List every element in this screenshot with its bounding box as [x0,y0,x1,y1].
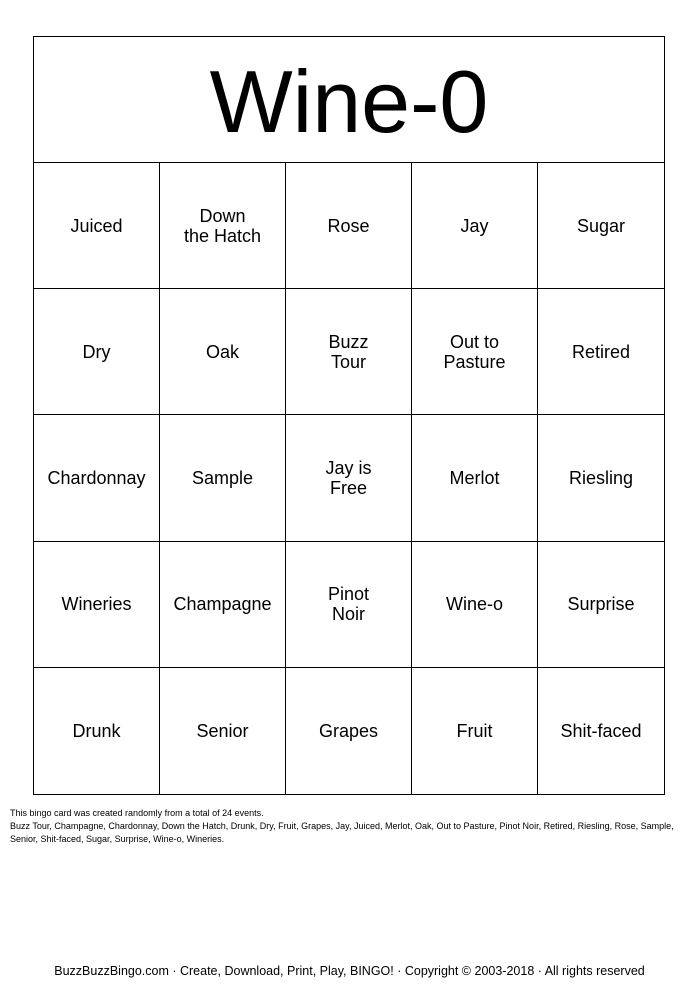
bingo-cell: Out to Pasture [412,289,538,415]
notes-event-list: Buzz Tour, Champagne, Chardonnay, Down the Hatch, Drunk, Dry, Fruit, Grapes, Jay, Juiced, Merlot, Oak, Out to Pasture, Pinot Noir, Retired, Riesling, Rose, Sample, Senior, Shit-faced, Sugar, Surprise, Wine-o, Wineries. [10,821,674,844]
bingo-cell: Fruit [412,668,538,794]
bingo-cell: Retired [538,289,664,415]
bingo-cell: Rose [286,163,412,289]
bingo-cell: Buzz Tour [286,289,412,415]
bingo-cell: Merlot [412,415,538,541]
bingo-cell: Oak [160,289,286,415]
bingo-cell: Riesling [538,415,664,541]
bingo-cell: Down the Hatch [160,163,286,289]
card-title: Wine-0 [209,51,489,151]
bingo-cell: Chardonnay [34,415,160,541]
bingo-cell: Grapes [286,668,412,794]
bingo-cell: Dry [34,289,160,415]
bingo-cell: Shit-faced [560,720,642,741]
bingo-cell: Drunk [34,668,160,794]
bingo-cell: Jay [412,163,538,289]
footer: BuzzBuzzBingo.com · Create, Download, Print, Play, BINGO! · Copyright © 2003-2018 · All rights reserved [54,964,645,978]
bingo-cell: Wine-o [412,542,538,668]
bingo-cell: Wineries [34,542,160,668]
bingo-card [33,36,665,795]
bingo-cell: Surprise [538,542,664,668]
bingo-cell: Pinot Noir [286,542,412,668]
title-row [34,37,664,163]
bingo-grid [34,163,664,794]
bingo-cell: Champagne [160,542,286,668]
bingo-cell: Juiced [34,163,160,289]
bingo-cell: Sample [160,415,286,541]
bingo-cell: Jay is Free [286,415,412,541]
notes-summary: This bingo card was created randomly from a total of 24 events. [10,808,264,818]
card-notes [10,807,695,846]
bingo-cell: Senior [160,668,286,794]
bingo-cell: Sugar [538,163,664,289]
